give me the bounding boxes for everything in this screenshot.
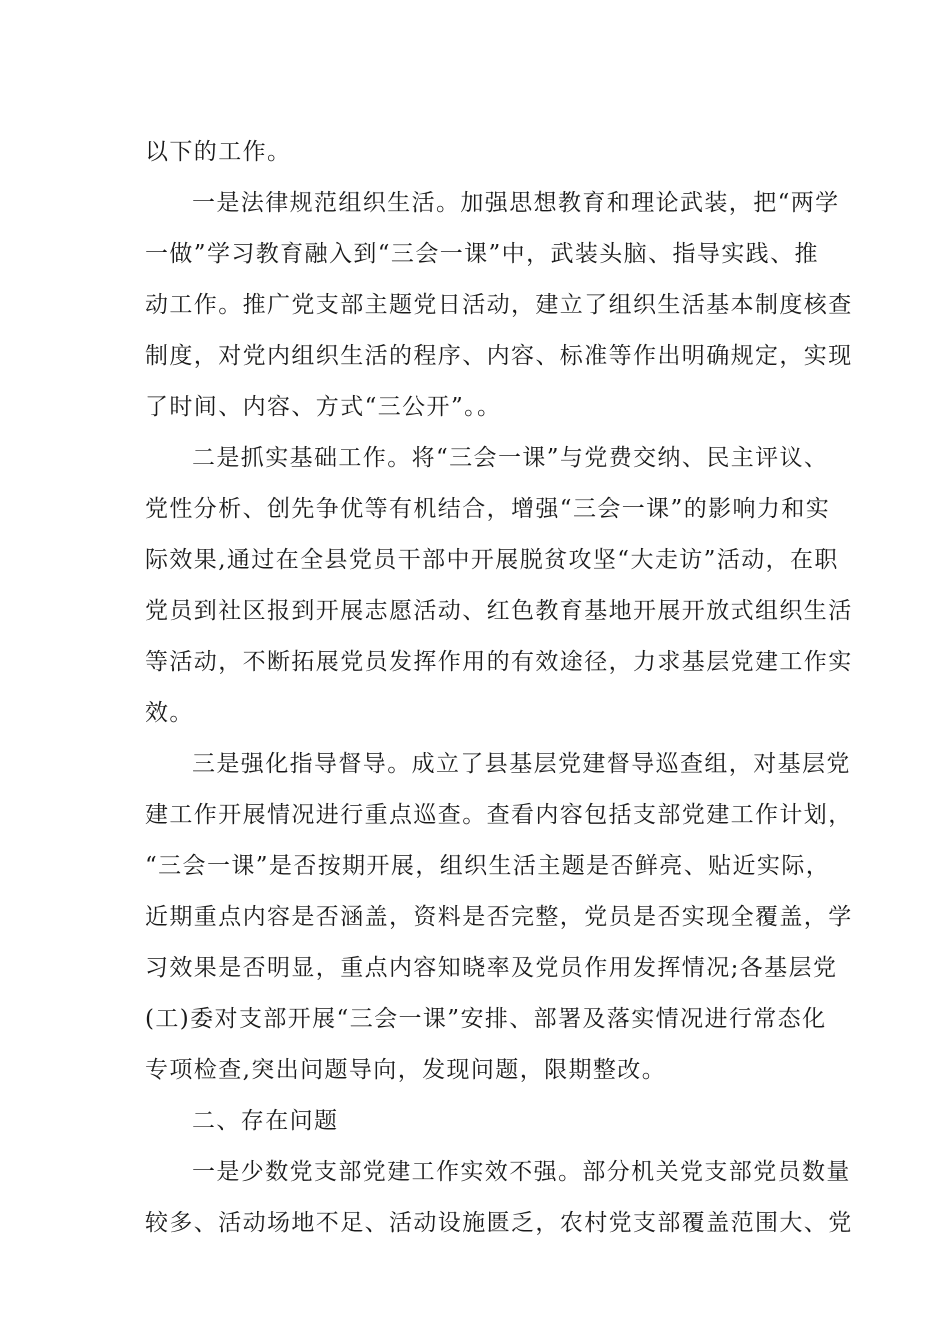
text-line-6: 了时间、内容、方式“三公开”。。 [145,394,502,420]
text-line-17: 习效果是否明显，重点内容知晓率及党员作用发挥情况;各基层党 [145,955,838,981]
text-line-11: 等活动，不断拓展党员发挥作用的有效途径，力求基层党建工作实 [145,649,853,675]
text-line-3: 一做”学习教育融入到“三会一课”中，武装头脑、指导实践、推 [145,241,819,267]
text-line-5: 制度，对党内组织生活的程序、内容、标准等作出明确规定，实现 [145,343,853,369]
text-line-9: 际效果,通过在全县党员干部中开展脱贫攻坚“大走访”活动，在职 [145,547,839,573]
text-line-2: 一是法律规范组织生活。加强思想教育和理论武装，把“两学 [192,190,840,216]
text-line-10: 党员到社区报到开展志愿活动、红色教育基地开展开放式组织生活 [145,598,853,624]
text-line-4: 动工作。推广党支部主题党日活动，建立了组织生活基本制度核查 [145,292,853,318]
section-heading: 二、存在问题 [192,1108,339,1134]
text-line-19: 专项检查,突出问题导向，发现问题，限期整改。 [145,1057,667,1083]
text-line-12: 效。 [145,700,194,726]
text-line-14: 建工作开展情况进行重点巡查。查看内容包括支部党建工作计划， [145,802,853,828]
text-line-18: (工)委对支部开展“三会一课”安排、部署及落实情况进行常态化 [145,1006,827,1032]
text-line-13: 三是强化指导督导。成立了县基层党建督导巡查组，对基层党 [192,751,851,777]
text-line-8: 党性分析、创先争优等有机结合，增强“三会一课”的影响力和实 [145,496,831,522]
text-line-22: 较多、活动场地不足、活动设施匮乏，农村党支部覆盖范围大、党 [145,1210,853,1236]
text-line-16: 近期重点内容是否涵盖，资料是否完整，党员是否实现全覆盖，学 [145,904,853,930]
text-line-1: 以下的工作。 [145,139,292,165]
text-line-15: “三会一课”是否按期开展，组织生活主题是否鲜亮、贴近实际， [145,853,831,879]
text-line-21: 一是少数党支部党建工作实效不强。部分机关党支部党员数量 [192,1159,851,1185]
text-line-7: 二是抓实基础工作。将“三会一课”与党费交纳、民主评议、 [192,445,829,471]
